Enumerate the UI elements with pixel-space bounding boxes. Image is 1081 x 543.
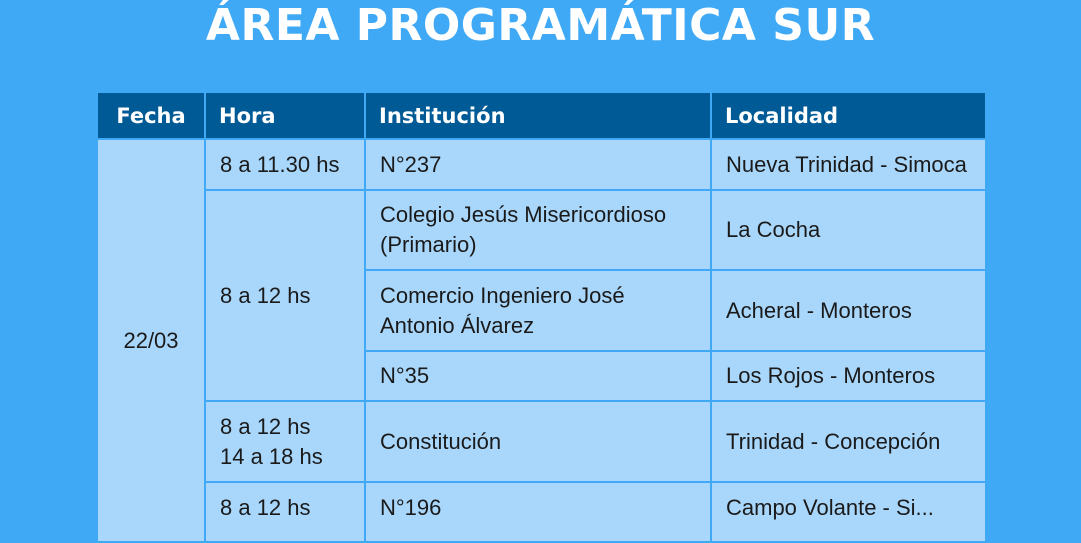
localidad-cell: Los Rojos - Monteros [711,351,986,401]
localidad-cell: Acheral - Monteros [711,270,986,351]
localidad-cell: La Cocha [711,190,986,270]
table-row [97,401,986,482]
table-row [97,190,986,270]
column-header-localidad: Localidad [711,92,986,139]
page-title: ÁREA PROGRAMÁTICA SUR [205,0,876,51]
institucion-cell [365,190,711,270]
localidad-cell: Campo Volante - Si... [711,482,986,542]
institucion-line: Comercio Ingeniero José [380,282,625,308]
column-header-hora: Hora [205,92,365,139]
institucion-cell: Constitución [365,401,711,482]
institucion-line: Antonio Álvarez [380,312,535,338]
hora-line: 8 a 12 hs [220,413,311,439]
hora-line: 14 a 18 hs [220,443,323,469]
institucion-line: Colegio Jesús Misericordioso [380,202,667,227]
table-row [97,482,986,542]
institucion-cell: N°196 [365,482,711,542]
hora-cell [205,401,365,482]
date-cell: 22/03 [97,139,205,542]
hora-cell: 8 a 11.30 hs [205,139,365,190]
localidad-cell: Nueva Trinidad - Simoca [711,139,986,190]
localidad-cell: Trinidad - Concepción [711,401,986,482]
institucion-cell [365,270,711,351]
institucion-cell: N°35 [365,351,711,401]
schedule-table [96,91,987,543]
institucion-line: (Primario) [380,232,477,257]
column-header-institucion: Institución [365,92,711,139]
column-header-fecha: Fecha [97,92,205,139]
table-row [97,139,986,190]
hora-cell: 8 a 12 hs [205,482,365,542]
table-header-row [97,92,986,139]
institucion-cell: N°237 [365,139,711,190]
hora-cell: 8 a 12 hs [205,190,365,401]
